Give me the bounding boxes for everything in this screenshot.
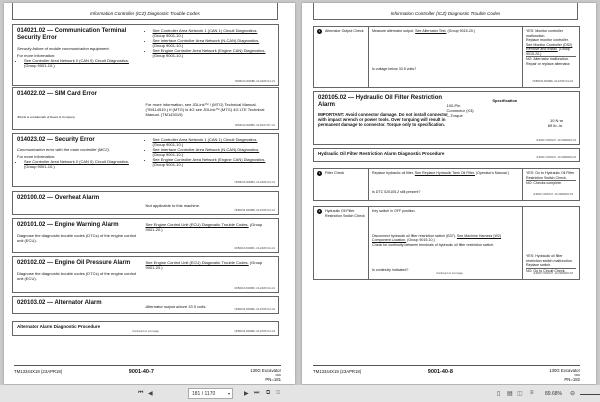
dtc-text: Not applicable to this machine. (145, 203, 200, 208)
page-footer (313, 365, 580, 383)
yes-answer: YES: Monitor controller malfunction. (526, 29, 563, 38)
dtc-020103 (12, 296, 279, 314)
zoom-level[interactable]: 89.68% (545, 391, 562, 397)
ref-code: OFB6013,0000BE -19-27MAY14-1/2 (234, 308, 275, 311)
dtc-title: 014023.02 — Security Error (17, 137, 95, 143)
group: (Group 9001-10.) (152, 33, 184, 38)
group: (Operator's Manual.) (476, 171, 509, 175)
zoom-out-icon[interactable]: ⊖ (570, 391, 576, 397)
dtc-title: 020102.02 — Engine Oil Pressure Alarm (17, 260, 131, 266)
spec-value: 10 N·m (549, 118, 564, 123)
step-text: Check for continuity between terminals of hydraulic oil filter restriction switch. (372, 242, 495, 247)
page-header: Information Controller (ICZ) Diagnostic Trouble Codes (313, 3, 578, 20)
dtc-020101 (12, 218, 279, 253)
dtc-desc: Security failure of mobile communication equipment. (17, 46, 110, 51)
group: (Group 9001-10.) (24, 164, 55, 169)
dtc-020102 (12, 256, 279, 293)
page-number: 9001-40-7 (128, 369, 154, 375)
model: 130G Excavator (250, 368, 281, 373)
continuous-page-icon[interactable]: ▤ (507, 391, 513, 397)
no-answer: NO: Alternator malfunction. (526, 56, 576, 62)
step-question: Is continuity indicated? (372, 267, 409, 272)
ref-code: JL68417,0000107 -19-19FEB18-3/3 (533, 192, 573, 196)
ref-code: JL68417,0000107 -19-19FEB18-1/3 (536, 139, 576, 142)
dtc-title: 020103.02 — Alternator Alarm (17, 300, 102, 306)
step-number: 1 (318, 29, 321, 33)
ref-code: JL68417,0000107 -19-19FEB18-3/3 (533, 271, 573, 275)
step-number: 2 (318, 209, 321, 213)
no-answer: NO: Checks complete. (526, 180, 576, 186)
ref-code: JL68417,0000107 -19-19FEB18-2/3 (536, 156, 576, 159)
dtc-title: 020100.02 — Overheat Alarm (17, 195, 100, 201)
step-question: Is voltage below 33.5 volts? (372, 66, 417, 71)
dtc-014023 (12, 133, 279, 187)
group: (Group 9001-10.) (152, 43, 184, 48)
alternator-output-check (313, 26, 580, 88)
step-name: Filter Check (325, 171, 345, 175)
ref-code: OFB6013,0000B9 -19-20OCT17-1/1 (234, 124, 275, 127)
group: (Group 9001-10.) (152, 152, 184, 157)
link-can1[interactable]: See Controller Area Network 1 (CAN 1) Circuit Diagnostics. (152, 28, 258, 33)
page-number: 9001-40-8 (427, 369, 453, 375)
group: (Group 9015-20.) (526, 47, 570, 56)
link-harness-location[interactable]: See Machine Harness (W2) Component Location. (372, 233, 502, 243)
spec-value-imperial: 89 lb.-in. (547, 123, 564, 128)
link-can0[interactable]: See Controller Area Network 0 (CAN 0) Circuit Diagnostics. (24, 58, 129, 63)
dtc-title: 020101.02 — Engine Warning Alarm (17, 222, 119, 228)
hydraulic-procedure (313, 148, 580, 162)
code: 0000 (275, 373, 281, 377)
step-text: Key switch in OFF position. (372, 209, 416, 213)
alternator-procedure (12, 321, 279, 336)
section-title: Hydraulic Oil Filter Restriction Alarm Diagnostic Procedure (318, 151, 445, 156)
ref-code: OFB6013,0000BD -19-10MAY14-1/1 (234, 287, 275, 290)
ref-code: OFB6013,0000B8 -19-10MAY14-1/1 (234, 80, 275, 83)
restriction-switch-check (313, 206, 580, 280)
ref-code: OFB6013,0000BE -19-27MAY14-1/2 (234, 330, 275, 333)
step-text: Replace hydraulic oil filter. (372, 171, 414, 175)
page-value: 181 / 1170 (192, 391, 216, 397)
link-engine-can[interactable]: See Engine Controller Area Network (Engine CAN) Diagnostics. (152, 157, 266, 162)
dtc-desc: Diagnose the diagnostic trouble codes (DTCs) of the engine control unit (ECU). (17, 271, 137, 281)
pdf-page-right (302, 3, 596, 384)
trademark-note: JDLink is a trademark of Deere & Company (17, 115, 75, 119)
code: 0000 (574, 373, 580, 377)
ref-code: OFB6013,0000BA -19-10MAY14-1/1 (234, 181, 275, 184)
dtc-text: Alternator output above 33.5 volts. (145, 304, 207, 309)
ref-code: OFB6013,0000BE -19-27MAY14-2/2 (532, 79, 573, 83)
tm-number: TM13344X19 (23APR18) (313, 369, 362, 374)
dtc-020105 (313, 91, 580, 145)
section-title: Alternator Alarm Diagnostic Procedure (17, 324, 101, 329)
page-footer (14, 365, 281, 383)
scroll-mode-icon[interactable]: ≡ (530, 390, 534, 396)
step-text: Disconnect hydraulic oil filter restriction switch (B37). (372, 233, 456, 238)
no-answer: NO: Go to Circuit Check. (526, 268, 576, 274)
group: (Group 9001-10.) (152, 53, 184, 58)
ref-code: OFB6013,0000BC -19-10MAY14-1/1 (234, 247, 275, 250)
page-header: Information Controller (ICZ) Diagnostic Trouble Codes (12, 3, 278, 20)
next-page-icon[interactable]: ▶ (244, 391, 249, 397)
zoom-slider[interactable] (580, 394, 600, 395)
copy-icon[interactable]: ⧉ (266, 390, 271, 396)
link-monitor-controller[interactable]: See Monitor Controller (DS2) Remove and Install. (526, 42, 573, 51)
dtc-title: 020105.02 — Hydraulic Oil Filter Restriction Alarm (318, 95, 443, 108)
dtc-desc: Communication error with the main controller (MC2). (17, 147, 110, 152)
no-action: Repair or replace alternator. (526, 61, 571, 66)
chevron-down-icon: ▾ (227, 391, 230, 396)
dtc-desc: Diagnose the diagnostic trouble codes (DTCs) of the engine control unit (ECU). (17, 233, 137, 243)
step-name: Hydraulic Oil Filter Restriction Switch Check (325, 209, 365, 218)
link-can1[interactable]: See Controller Area Network 1 (CAN 1) Circuit Diagnostics. (152, 137, 258, 142)
group: (Group 9001-10.) (24, 63, 55, 68)
more-info: For more information: (17, 154, 56, 159)
model: 130G Excavator (549, 368, 580, 373)
yes-action: Replace monitor controller. (526, 38, 569, 42)
link-ecu-dtc[interactable]: See Engine Control Unit (ECU) Diagnostic Trouble Codes. (145, 222, 249, 227)
spec-item: 100-Pin Connector (X3)—Torque (446, 103, 474, 118)
dtc-title: 014021.02 — Communication Terminal Security Error (17, 28, 127, 41)
group: (Group 9001-20.) (145, 222, 263, 232)
group: (Group 9015-20.) (447, 29, 476, 33)
link-replace-filter[interactable]: See Replace Hydraulic Tank Oil Filter. (414, 171, 476, 175)
link-can0[interactable]: See Controller Area Network 0 (CAN 0) Circuit Diagnostics. (24, 159, 129, 164)
link-ecu-dtc[interactable]: See Engine Control Unit (ECU) Diagnostic Trouble Codes. (145, 260, 249, 265)
step-number: 1 (318, 171, 321, 175)
yes-answer: YES: Hydraulic oil filter restriction switch malfunction. Replace switch. (526, 254, 573, 267)
pn: PN=181 (265, 377, 281, 383)
page-number-input[interactable] (188, 388, 233, 399)
group: (Group 9015-10.) (407, 238, 435, 243)
single-page-icon[interactable]: ▯ (497, 391, 501, 397)
paste-icon[interactable]: ⧉ (276, 390, 281, 396)
dtc-014022 (12, 87, 279, 130)
link-ncan[interactable]: See Interface Controller Area Network (N-CAN) Diagnostics. (152, 147, 260, 152)
group: (Group 9001-10.) (152, 142, 184, 147)
spec-title: Specification (492, 98, 518, 103)
dtc-text: For more information, see JDLink™ / (MTG) Technical Manual. (TM114519.) If (MTG) is 4G see JDLink™ (MTG) 4G LTE Technical Manual. (TM143019) (145, 102, 265, 117)
prev-page-icon[interactable]: ◀ (148, 391, 153, 397)
group: (Group 9001-20.) (145, 260, 263, 270)
last-page-icon[interactable]: ⏭ (254, 390, 260, 396)
step-question: Is DTC 020105.2 still present? (372, 189, 421, 194)
ref-code: OFB6013,0000BB -19-27MAY14-1/1 (234, 209, 275, 212)
important-note: IMPORTANT: Avoid connector damage. Do not install connector with impact wrench or power tools. Over torquing will result in permanent damage to connector. Torque only to specification. (318, 112, 448, 127)
link-alternator-test[interactable]: See Alternator Test. (415, 29, 447, 33)
more-info: For more information: (17, 53, 56, 58)
continued-note: Continued on next page (436, 271, 463, 275)
first-page-icon[interactable]: ⏮ (138, 390, 144, 396)
filter-check (313, 168, 580, 201)
pn: PN=182 (564, 377, 580, 383)
viewer-toolbar (0, 385, 600, 402)
step-name: Alternator Output Check (325, 29, 364, 33)
group: (Group 9001-10.) (152, 162, 184, 167)
tm-number: TM13344X19 (23APR18) (14, 369, 63, 374)
pdf-page-left (4, 3, 295, 384)
link-engine-can[interactable]: See Engine Controller Area Network (Engine CAN) Diagnostics. (152, 48, 266, 53)
step-text: Measure alternator output. (372, 29, 415, 33)
yes-answer: YES: Go to Hydraulic Oil Filter Restriction Switch Check. (526, 171, 575, 180)
dtc-title: 014022.02 — SIM Card Error (17, 91, 98, 97)
continued-note: Continued on next page (132, 330, 159, 333)
dtc-020100 (12, 191, 279, 215)
two-page-icon[interactable]: ◫ (517, 391, 523, 397)
dtc-014021 (12, 24, 279, 86)
link-ncan[interactable]: See Interface Controller Area Network (N-CAN) Diagnostics. (152, 38, 260, 43)
